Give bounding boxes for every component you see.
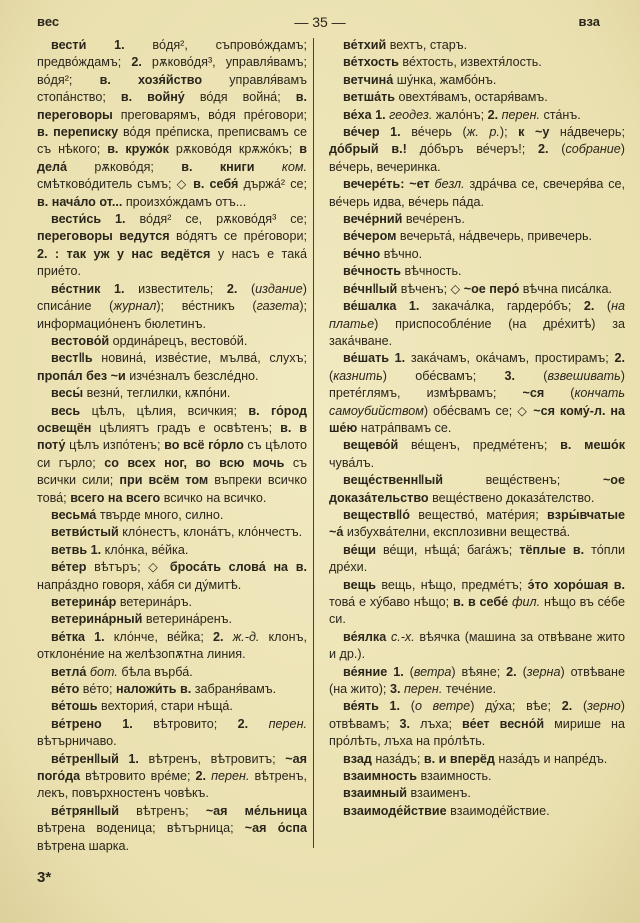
- entry-text: ве́щенъ, предме́тенъ;: [398, 438, 561, 453]
- entry-text: вѣченъ; ◇: [397, 281, 464, 296]
- entry-text: наза́дъ;: [371, 751, 424, 766]
- entry-headword: весы́: [51, 386, 84, 401]
- entry-headword: веще́ственн‖ый: [343, 473, 443, 488]
- entry-text: кло́нче, ве́йка;: [104, 629, 213, 644]
- entry-text: вехтория́, стари нѣща́.: [97, 699, 233, 714]
- entry-text: в. переписку: [37, 125, 119, 140]
- entry-text: рѫково́дя крѫжо́къ;: [168, 142, 300, 157]
- entry-headword: взаимоде́йствие: [343, 803, 447, 818]
- entry-text: 2.: [131, 55, 142, 70]
- dictionary-entry: [37, 385, 307, 402]
- entry-text: ); ве́стникъ (: [156, 299, 257, 314]
- entry-text: тече́ние.: [442, 682, 497, 697]
- entry-text: 2.: [537, 142, 549, 157]
- entry-text: лъха;: [410, 716, 463, 731]
- entry-text: нѣщо въ се́бе си.: [329, 595, 626, 627]
- entry-text: вѣчна писа́лка.: [519, 281, 613, 296]
- entry-text: в. войну́: [120, 90, 185, 105]
- entry-label: ком.: [254, 159, 307, 174]
- dictionary-entry: [329, 768, 625, 785]
- entry-label: журнал: [113, 299, 157, 314]
- dictionary-entry: [329, 281, 625, 298]
- entry-headword: взаимность: [343, 769, 417, 784]
- entry-text: всего на всего: [70, 490, 161, 505]
- entry-headword: весь: [51, 403, 81, 418]
- entry-label: собрание: [565, 142, 621, 157]
- dictionary-entry: [37, 611, 307, 628]
- entry-text: до́бъръ ве́черъ!;: [406, 142, 538, 157]
- entry-text: ) обе́свамъ се; ◇: [423, 403, 534, 418]
- entry-text: 2.: [561, 699, 573, 714]
- entry-text: зака́чамъ, ока́чамъ, простирамъ;: [405, 351, 615, 366]
- entry-headword: ве́тхость: [343, 55, 399, 70]
- entry-label: зерна: [526, 664, 561, 679]
- entry-text: ~ся: [522, 386, 545, 401]
- entry-text: вѣтърничаво.: [37, 734, 117, 749]
- entry-text: в. себя́: [193, 177, 239, 192]
- dictionary-entry: [329, 228, 625, 245]
- entry-text: (: [329, 368, 334, 383]
- entry-text: ве́ет весно́й: [462, 716, 545, 731]
- entry-label: на платье: [329, 299, 625, 331]
- entry-label: ж.-д.: [223, 629, 260, 644]
- entry-text: ) ве́черь, вечеринка.: [329, 142, 625, 174]
- entry-text: ве́то;: [79, 682, 116, 697]
- entry-label: перен.: [248, 716, 307, 731]
- dictionary-entry: [37, 37, 307, 211]
- entry-headword: ветви́стый: [51, 525, 119, 540]
- dictionary-entry: [329, 664, 625, 699]
- dictionary-entry: [37, 211, 307, 281]
- entry-text: в дела́: [37, 142, 307, 174]
- entry-text: овехтя́вамъ, остаря́вамъ.: [395, 90, 548, 105]
- entry-headword: ве́то: [51, 682, 80, 697]
- entry-text: новина́, изве́стие, мълва́, слухъ;: [92, 351, 307, 366]
- entry-text: вѣтровито вре́ме;: [80, 769, 196, 784]
- entry-text: 2.: [212, 629, 224, 644]
- entry-headword: ве́шалка 1.: [343, 299, 420, 314]
- entry-text: смѣтково́дитель съмъ; ◇: [37, 177, 194, 192]
- entry-text: вѣтрена шарка.: [37, 838, 130, 853]
- entry-text: во всё го́рло: [164, 438, 244, 453]
- entry-text: ); информацио́ненъ бюлетинъ.: [37, 299, 308, 331]
- entry-text: (: [237, 281, 256, 296]
- entry-text: переговоры ведутся: [37, 229, 170, 244]
- entry-text: в. кружо́к: [107, 142, 169, 157]
- entry-text: вечерьта́, на́двечерь, привечерь.: [396, 229, 593, 244]
- entry-text: избухва́телни, експлозивни вещества́.: [343, 525, 571, 540]
- entry-text: во́дя², съпрово́ждамъ; предво́ждамъ;: [37, 38, 307, 70]
- entry-text: со всех ног, во всю мочь: [104, 455, 285, 470]
- entry-text: взаимоде́йствие.: [446, 803, 550, 818]
- entry-text: броса́ть слова́ на в.: [169, 560, 308, 575]
- entry-text: во́дя война́;: [184, 90, 296, 105]
- entry-text: ~ся кому́-л. на ше́ю: [329, 403, 625, 435]
- entry-label: перен.: [400, 682, 443, 697]
- entry-label: взвешивать: [547, 368, 621, 383]
- entry-text: 2.: [487, 107, 499, 122]
- entry-text: вѣчно.: [380, 246, 423, 261]
- dictionary-entry: [37, 594, 307, 611]
- entry-text: (: [544, 386, 575, 401]
- running-head-right: вза: [578, 14, 600, 29]
- entry-text: веще́ственъ;: [442, 473, 603, 488]
- entry-text: вехтъ, старъ.: [386, 38, 468, 52]
- dictionary-entry: [329, 263, 625, 280]
- entry-label: безл.: [429, 177, 465, 192]
- entry-headword: вещево́й: [343, 438, 399, 453]
- entry-headword: вестово́й: [51, 333, 110, 348]
- dictionary-entry: [329, 211, 625, 228]
- dictionary-entry: [37, 751, 307, 803]
- entry-text: в. хозя́йство: [99, 72, 203, 87]
- entry-text: 2.: [583, 299, 595, 314]
- entry-headword: ве́тошь: [51, 699, 98, 714]
- entry-text: 3.: [504, 368, 515, 383]
- entry-text: ордина́рецъ, вестово́й.: [109, 333, 248, 348]
- dictionary-entry: [329, 472, 625, 507]
- entry-text: ) прете́глямъ, измѣрвамъ;: [329, 368, 625, 401]
- entry-headword: вест‖ь: [51, 351, 93, 366]
- entry-text: произхо́ждамъ отъ...: [122, 194, 247, 209]
- entry-label: издание: [255, 281, 303, 296]
- entry-headword: ве́стник 1.: [51, 281, 125, 296]
- entry-headword: ве́ялка: [343, 629, 387, 644]
- entry-text: вѣтренъ, лекъ, повърхностенъ човѣкъ.: [37, 769, 307, 801]
- entry-text: бѣла върба́.: [117, 664, 193, 679]
- entry-text: (: [515, 368, 548, 383]
- entry-text: (: [594, 299, 612, 314]
- entry-text: вѣтъръ; ◇: [86, 560, 170, 575]
- entry-headword: веществ‖о́: [343, 507, 410, 522]
- entry-label: газета: [256, 299, 300, 314]
- entry-label: казнить: [333, 368, 383, 383]
- dictionary-entry: [329, 542, 625, 577]
- entry-headword: ве́чность: [343, 264, 401, 279]
- entry-text: 2.: [237, 716, 249, 731]
- entry-text: мирише на про́лѣть, лъха на про́лѣть.: [329, 716, 625, 749]
- entry-text: това́ е ху́баво нѣщо;: [329, 595, 453, 609]
- dictionary-entry: [37, 629, 307, 664]
- entry-text: ) приспособле́ние (на дре́хитѣ) за зака́чване.: [329, 316, 625, 348]
- entry-text: натра́пвамъ се.: [357, 420, 452, 435]
- entry-text: ~ое доказа́тельство: [329, 473, 625, 505]
- entry-text: цѣлиятъ градъ е освѣтенъ;: [91, 420, 281, 435]
- entry-text: вѣячка (машина за отвѣване жито и др.).: [329, 629, 625, 662]
- entry-text: ве́щи, нѣща́; бага́жъ;: [375, 542, 520, 557]
- entry-text: 2.: [614, 351, 625, 366]
- entry-headword: ве́ха 1.: [343, 107, 386, 122]
- entry-text: при всём том: [119, 473, 209, 488]
- entry-text: известитель;: [124, 281, 227, 296]
- entry-text: то́пли дре́хи.: [329, 542, 625, 575]
- entry-text: в. и вперёд: [423, 751, 495, 766]
- entry-text: вече́ренъ.: [402, 212, 465, 227]
- dictionary-entry: [329, 72, 625, 89]
- entry-text: );: [499, 125, 519, 140]
- entry-headword: весьма́: [51, 507, 97, 522]
- entry-headword: вече́рний: [343, 212, 403, 227]
- entry-text: вѣтрена воденица; вѣтърница;: [37, 821, 245, 836]
- entry-text: рѫково́дя³, управля́вамъ; во́дя²;: [37, 55, 307, 87]
- dictionary-entry: [329, 37, 625, 54]
- entry-text: изче́зналъ безсле́дно.: [125, 368, 259, 383]
- entry-headword: ве́трен‖ый 1.: [51, 751, 139, 766]
- entry-headword: ве́чер 1.: [343, 125, 401, 140]
- entry-text: ста́нъ.: [540, 107, 581, 122]
- entry-text: закача́лка, гардеро́бъ;: [419, 299, 584, 314]
- entry-text: в. нача́ло от...: [37, 194, 123, 209]
- dictionary-entry: [329, 577, 625, 629]
- entry-text: в. переговоры: [37, 90, 307, 122]
- entry-text: вѣтренъ;: [119, 803, 206, 818]
- entry-text: ~ое перо́: [463, 281, 520, 296]
- entry-label: бот.: [86, 664, 118, 679]
- entry-text: у насъ е така́ прие́то.: [37, 246, 307, 279]
- dictionary-entry: [329, 507, 625, 542]
- entry-text: ) списа́ние (: [37, 281, 307, 314]
- entry-label: фил.: [508, 595, 541, 609]
- entry-text: всичко на всичко.: [160, 490, 267, 505]
- entry-headword: ве́чно: [343, 246, 381, 261]
- dictionary-entry: [37, 542, 307, 559]
- entry-text: везни́, теглилки, кѫпо́ни.: [83, 386, 231, 401]
- entry-text: ~ая о́спа: [244, 821, 307, 836]
- entry-text: чува́лъ.: [329, 455, 375, 470]
- dictionary-entry: [37, 281, 307, 333]
- entry-headword: вести́ 1.: [51, 38, 125, 52]
- entry-headword: ве́чером: [343, 229, 397, 244]
- dictionary-entry: [329, 89, 625, 106]
- entry-text: в. го́род освещён: [37, 403, 307, 435]
- entry-text: наложи́ть в.: [115, 682, 192, 697]
- entry-headword: ве́чн‖ый: [343, 281, 398, 296]
- entry-text: твърде много, силно.: [96, 507, 224, 522]
- entry-text: (: [548, 142, 566, 157]
- entry-text: преговарямъ, во́дя пре́говори;: [112, 107, 307, 122]
- entry-text: ) обе́свамъ;: [382, 368, 505, 383]
- entry-text: во́дя² се, рѫково́дя³ се;: [125, 212, 308, 227]
- entry-text: цѣлъ изпо́тенъ;: [65, 438, 165, 453]
- entry-headword: ветерина́р: [51, 595, 117, 609]
- entry-text: ~ая ме́льница: [205, 803, 307, 818]
- entry-headword: ве́щи: [343, 542, 376, 557]
- entry-label: с.-х.: [386, 629, 415, 644]
- dictionary-entry: [329, 54, 625, 71]
- running-head-left: вес: [37, 14, 60, 29]
- entry-headword: ве́тхий: [343, 38, 387, 52]
- entry-text: жало́нъ;: [432, 107, 488, 122]
- entry-text: тёплые в.: [519, 542, 585, 557]
- dictionary-entry: [329, 629, 625, 664]
- signature-mark: 3*: [37, 869, 52, 887]
- dictionary-entry: [329, 124, 625, 176]
- entry-label: зерно: [587, 699, 621, 714]
- entry-headword: ветла́: [51, 664, 87, 679]
- entry-headword: ве́тка 1.: [51, 629, 105, 644]
- entry-headword: ветвь 1.: [51, 542, 102, 557]
- dictionary-entry: [37, 403, 307, 507]
- entry-text: 3.: [389, 682, 401, 697]
- left-column: [37, 37, 307, 887]
- entry-headword: ве́трян‖ый: [51, 803, 119, 818]
- entry-text: вещество́, мате́рия;: [409, 507, 548, 522]
- entry-label: ж. р.: [466, 125, 500, 140]
- dictionary-entry: [37, 524, 307, 541]
- entry-headword: взад: [343, 751, 372, 766]
- entry-text: управля́вамъ стопа́нство;: [37, 72, 308, 105]
- entry-label: о ветре: [414, 699, 471, 714]
- entry-headword: ветша́ть: [343, 90, 395, 105]
- entry-text: вѣтренъ, вѣтровитъ;: [138, 751, 286, 766]
- entry-text: ) вѣяне;: [451, 664, 507, 679]
- entry-text: ) ду́ха; вѣе;: [470, 699, 562, 714]
- entry-headword: ве́тер: [51, 560, 87, 575]
- entry-text: държа́² се;: [238, 177, 307, 192]
- right-column: [329, 37, 625, 820]
- dictionary-entry: [37, 803, 307, 855]
- entry-text: напра́здно говоря, ха́бя си ду́митѣ.: [37, 577, 242, 592]
- entry-label: геодез.: [385, 107, 433, 122]
- entry-text: во́дя пре́писка, преписвамъ се съ нѣкого;: [37, 125, 307, 157]
- dictionary-entry: [37, 333, 307, 350]
- entry-text: вѣчность.: [400, 264, 462, 279]
- entry-headword: ве́трено 1.: [51, 716, 133, 731]
- entry-text: цѣлъ, цѣлия, всичкия;: [80, 403, 249, 418]
- entry-headword: вещь: [343, 577, 376, 592]
- dictionary-entry: [329, 298, 625, 350]
- entry-text: шу́нка, жамбо́нъ.: [393, 72, 497, 87]
- entry-label: ветра: [413, 664, 452, 679]
- entry-text: (: [516, 664, 527, 679]
- dictionary-entry: [329, 698, 625, 750]
- entry-text: ) отвѣване (на жито);: [329, 664, 625, 697]
- entry-text: в. мешо́к: [560, 438, 625, 453]
- column-divider: [313, 38, 314, 848]
- entry-text: здра́чва се, свечеря́ва се, ве́черь идва, ве́черь па́да.: [329, 177, 626, 209]
- dictionary-entry: [329, 246, 625, 263]
- entry-headword: взаимный: [343, 786, 408, 801]
- entry-text: съ цѣлото си гърло;: [37, 438, 307, 470]
- entry-headword: ветчина́: [343, 72, 394, 87]
- entry-text: забраня́вамъ.: [191, 682, 277, 697]
- entry-text: э́то хоро́шая в.: [527, 577, 625, 592]
- dictionary-entry: [329, 751, 625, 768]
- entry-text: 2.: [195, 769, 207, 784]
- dictionary-entry: [37, 350, 307, 385]
- entry-label: кончать самоубийством: [329, 386, 625, 418]
- dictionary-entry: [37, 559, 307, 594]
- dictionary-entry: [37, 664, 307, 681]
- entry-text: съ всички сили;: [37, 455, 307, 488]
- entry-text: наза́дъ и напре́дъ.: [494, 751, 608, 766]
- dictionary-entry: [37, 716, 307, 751]
- entry-text: (: [403, 664, 414, 679]
- entry-text: до́брый в.!: [329, 142, 407, 157]
- entry-text: кло́нка, ве́йка.: [101, 542, 189, 557]
- entry-headword: вечере́ть: ~ет: [343, 177, 430, 192]
- entry-text: ) отвѣвамъ;: [329, 699, 625, 731]
- entry-text: ветерина́ренъ.: [142, 612, 233, 627]
- entry-headword: ве́яние 1.: [343, 664, 404, 679]
- entry-text: веще́ствено доказа́телство.: [428, 490, 595, 505]
- entry-text: 2.: [226, 281, 238, 296]
- entry-text: в. в поту́: [37, 420, 308, 453]
- entry-text: во́дятъ се пре́говори;: [169, 229, 307, 244]
- entry-text: въпреки всичко това́;: [37, 473, 308, 505]
- entry-text: к ~у: [518, 125, 550, 140]
- entry-headword: вести́сь 1.: [51, 212, 126, 227]
- dictionary-entry: [329, 785, 625, 802]
- entry-text: 2.: [506, 664, 517, 679]
- entry-text: в. в себе́: [452, 595, 509, 609]
- page-number: — 35 —: [294, 14, 346, 30]
- entry-label: перен.: [206, 769, 250, 784]
- entry-headword: ве́ять 1.: [343, 699, 401, 714]
- dictionary-entry: [329, 803, 625, 820]
- dictionary-entry: [329, 107, 625, 124]
- entry-text: взаимность.: [416, 769, 492, 784]
- entry-text: вѣтровито;: [132, 716, 238, 731]
- entry-text: ветерина́ръ.: [116, 595, 192, 609]
- entry-text: рѫково́дя;: [67, 159, 182, 174]
- entry-text: клонъ, отклоне́ние на желѣзопѫтна линия.: [37, 629, 307, 662]
- dictionary-entry: [37, 681, 307, 698]
- dictionary-entry: [329, 176, 625, 211]
- entry-text: (: [572, 699, 588, 714]
- dictionary-entry: [329, 437, 625, 472]
- entry-text: ве́хтость, извехтя́лость.: [398, 55, 542, 70]
- dictionary-entry: [37, 698, 307, 715]
- dictionary-entry: [37, 507, 307, 524]
- entry-text: кло́нестъ, клона́тъ, кло́нчестъ.: [118, 525, 303, 540]
- entry-label: перен.: [498, 107, 540, 122]
- entry-text: взры́вчатые ~а́: [329, 507, 625, 540]
- entry-text: (: [400, 699, 415, 714]
- entry-headword: ветерина́рный: [51, 612, 143, 627]
- dictionary-entry: [329, 350, 625, 437]
- entry-text: взаименъ.: [407, 786, 471, 801]
- entry-text: ве́черь (: [400, 125, 467, 140]
- entry-text: в. книги: [181, 159, 255, 174]
- entry-text: на́двечерь;: [549, 125, 625, 140]
- entry-text: ~ая пого́да: [37, 751, 307, 784]
- entry-text: пропа́л без ~и: [37, 368, 126, 383]
- entry-text: 3.: [399, 716, 411, 731]
- entry-headword: ве́шать 1.: [343, 351, 406, 366]
- entry-text: 2. : так уж у нас ведётся: [37, 246, 211, 261]
- entry-text: вещь, нѣщо, предме́тъ;: [375, 577, 528, 592]
